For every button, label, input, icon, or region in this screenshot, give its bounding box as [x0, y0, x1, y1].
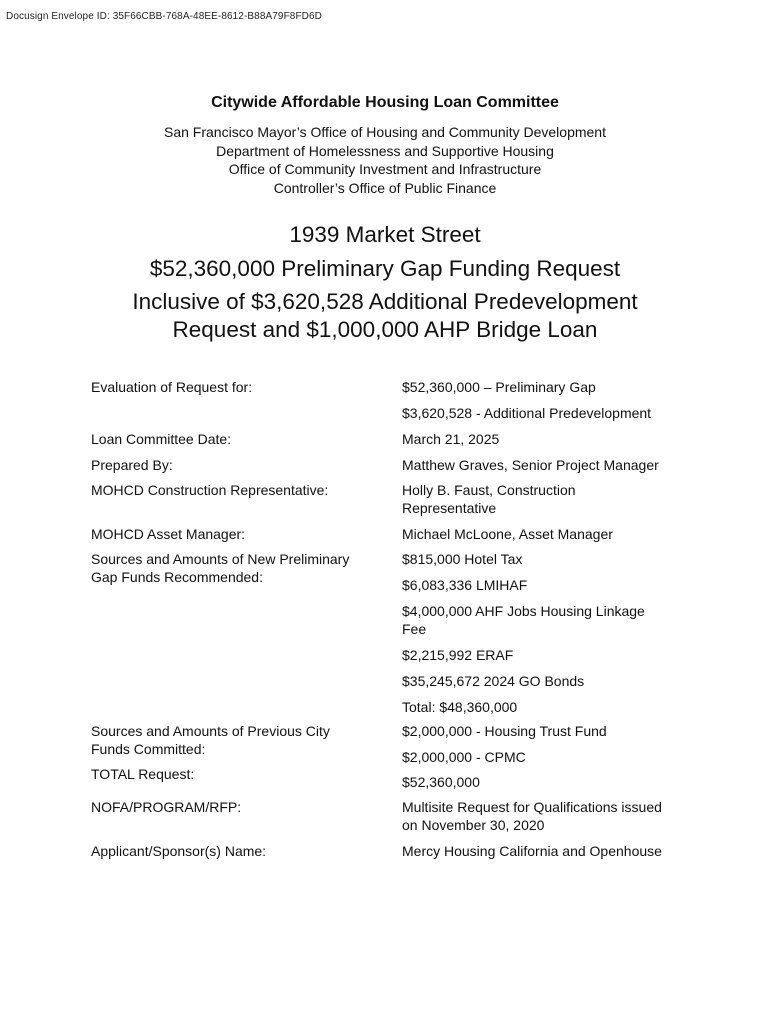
nofa-value-line2: on November 30, 2020	[402, 817, 545, 833]
agency-list	[0, 123, 770, 197]
evaluation-label: Evaluation of Request for:	[91, 379, 253, 395]
docusign-envelope-id: Docusign Envelope ID: 35F66CBB-768A-48EE-8612-B88A79F8FD6D	[6, 11, 322, 22]
prev-funds-label-line2: Funds Committed:	[91, 741, 206, 757]
prepared-by-value: Matthew Graves, Senior Project Manager	[402, 457, 659, 473]
fund-ahf-jobs-housing-line2: Fee	[402, 621, 427, 637]
prev-funds-list	[402, 722, 702, 766]
evaluation-value-gap: $52,360,000 – Preliminary Gap	[402, 379, 596, 395]
evaluation-value	[402, 378, 702, 422]
total-request-value: $52,360,000	[402, 774, 480, 790]
asset-manager-label: MOHCD Asset Manager:	[91, 526, 246, 542]
nofa-value-line1: Multisite Request for Qualifications issued	[402, 799, 662, 815]
agency-ocii: Office of Community Investment and Infrastructure	[228, 161, 542, 177]
applicant-label: Applicant/Sponsor(s) Name:	[91, 843, 267, 859]
inclusive-line-1: Inclusive of $3,620,528 Additional Predevelopment	[132, 289, 638, 314]
committee-title: Citywide Affordable Housing Loan Committee	[211, 94, 559, 111]
new-funds-list	[402, 550, 702, 716]
total-request-label: TOTAL Request:	[91, 766, 195, 782]
date-label: Loan Committee Date:	[91, 431, 232, 447]
applicant-value: Mercy Housing California and Openhouse	[402, 843, 662, 859]
fund-ahf-jobs-housing-line1: $4,000,000 AHF Jobs Housing Linkage	[402, 603, 645, 619]
fund-eraf: $2,215,992 ERAF	[402, 647, 514, 663]
new-funds-label-line2: Gap Funds Recommended:	[91, 569, 263, 585]
prev-funds-label	[91, 722, 381, 758]
asset-manager-value: Michael McLoone, Asset Manager	[402, 526, 613, 542]
agency-mohcd: San Francisco Mayor’s Office of Housing and Community Development	[164, 124, 606, 140]
fund-go-bonds: $35,245,672 2024 GO Bonds	[402, 673, 585, 689]
date-value: March 21, 2025	[402, 431, 500, 447]
new-funds-label-line1: Sources and Amounts of New Preliminary	[91, 551, 350, 567]
prepared-by-label: Prepared By:	[91, 457, 173, 473]
fund-lmihaf: $6,083,336 LMIHAF	[402, 577, 528, 593]
project-address: 1939 Market Street	[289, 222, 481, 247]
new-funds-label	[91, 550, 381, 586]
construction-rep-label: MOHCD Construction Representative:	[91, 482, 329, 498]
fund-hotel-tax: $815,000 Hotel Tax	[402, 551, 523, 567]
construction-rep-value	[402, 481, 702, 517]
funding-request-title: $52,360,000 Preliminary Gap Funding Request	[149, 256, 621, 281]
prev-fund-cpmc: $2,000,000 - CPMC	[402, 749, 526, 765]
prev-funds-label-line1: Sources and Amounts of Previous City	[91, 723, 330, 739]
fund-total: Total: $48,360,000	[402, 699, 518, 715]
nofa-value	[402, 798, 702, 834]
inclusive-line-2: Request and $1,000,000 AHP Bridge Loan	[172, 317, 598, 342]
construction-rep-value-line2: Representative	[402, 500, 497, 516]
evaluation-value-predev: $3,620,528 - Additional Predevelopment	[402, 405, 652, 421]
construction-rep-value-line1: Holly B. Faust, Construction	[402, 482, 576, 498]
nofa-label: NOFA/PROGRAM/RFP:	[91, 799, 242, 815]
prev-fund-housing-trust: $2,000,000 - Housing Trust Fund	[402, 723, 607, 739]
agency-controller: Controller’s Office of Public Finance	[273, 179, 497, 196]
project-title-block	[0, 220, 770, 344]
agency-hsh: Department of Homelessness and Supportive Housing	[216, 142, 554, 159]
